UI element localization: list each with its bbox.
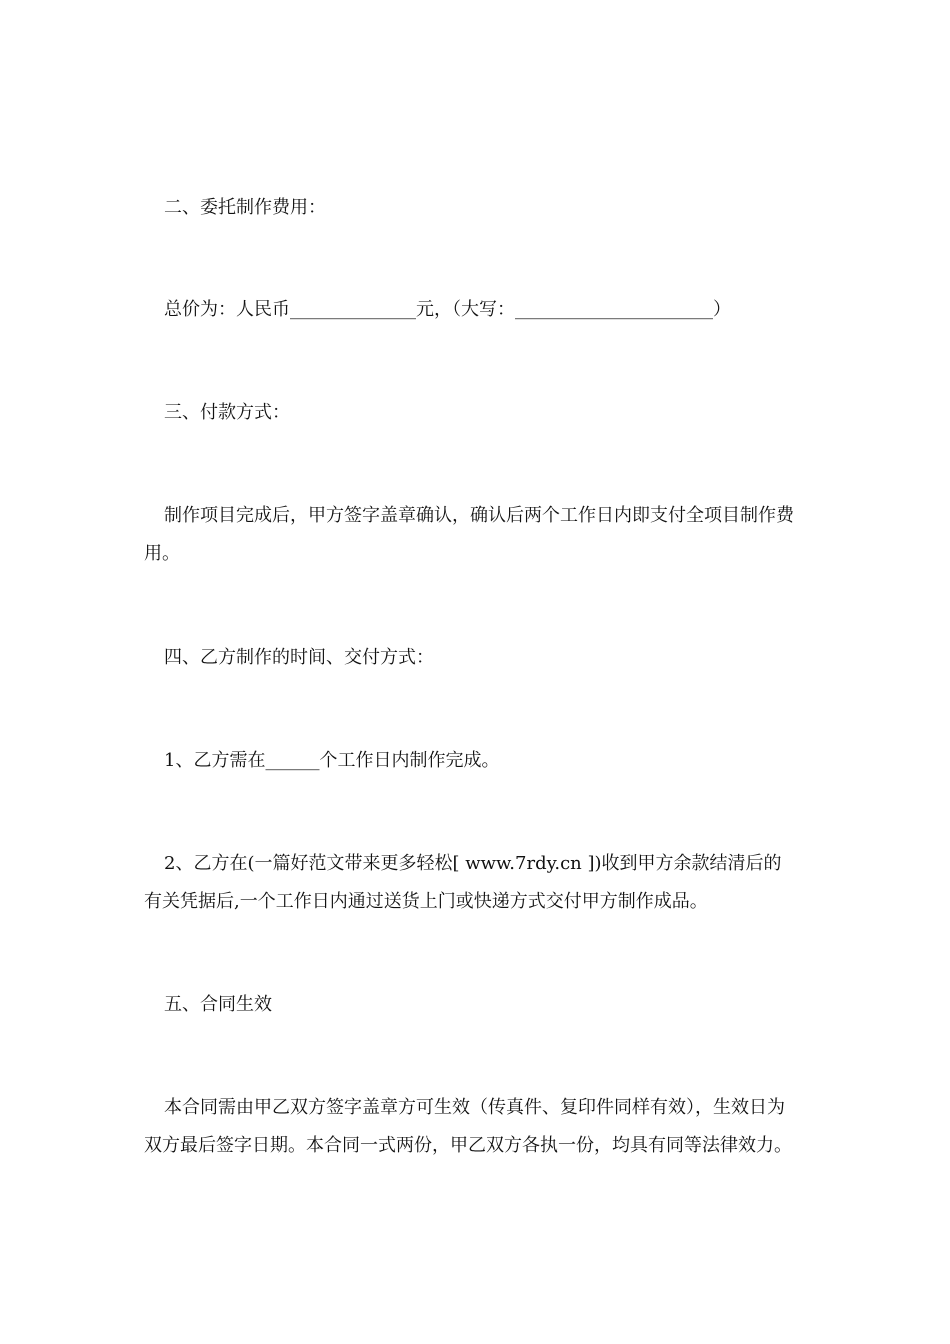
- payment-paragraph: 制作项目完成后，甲方签字盖章确认，确认后两个工作日内即支付全项目制作费用。: [144, 505, 794, 564]
- delivery-item-1: 1、乙方需在______个工作日内制作完成。: [164, 750, 500, 771]
- effect-paragraph: 本合同需由甲乙双方签字盖章方可生效（传真件、复印件同样有效），生效日为双方最后签字日期。本合同一式两份，甲乙双方各执一份，均具有同等法律效力。: [144, 1097, 792, 1156]
- section-heading-fees: 二、委托制作费用：: [164, 197, 326, 218]
- section-heading-delivery: 四、乙方制作的时间、交付方式：: [164, 647, 434, 668]
- section-heading-payment: 三、付款方式：: [164, 402, 290, 423]
- section-heading-effect: 五、合同生效: [164, 994, 272, 1015]
- delivery-item-2: 2、乙方在(一篇好范文带来更多轻松[ www.7rdy.cn ])收到甲方余款结清后的有关凭据后,一个工作日内通过送货上门或快递方式交付甲方制作成品。: [144, 853, 782, 912]
- total-price-line: 总价为：人民币______________元，（大写：______________________）: [164, 299, 731, 320]
